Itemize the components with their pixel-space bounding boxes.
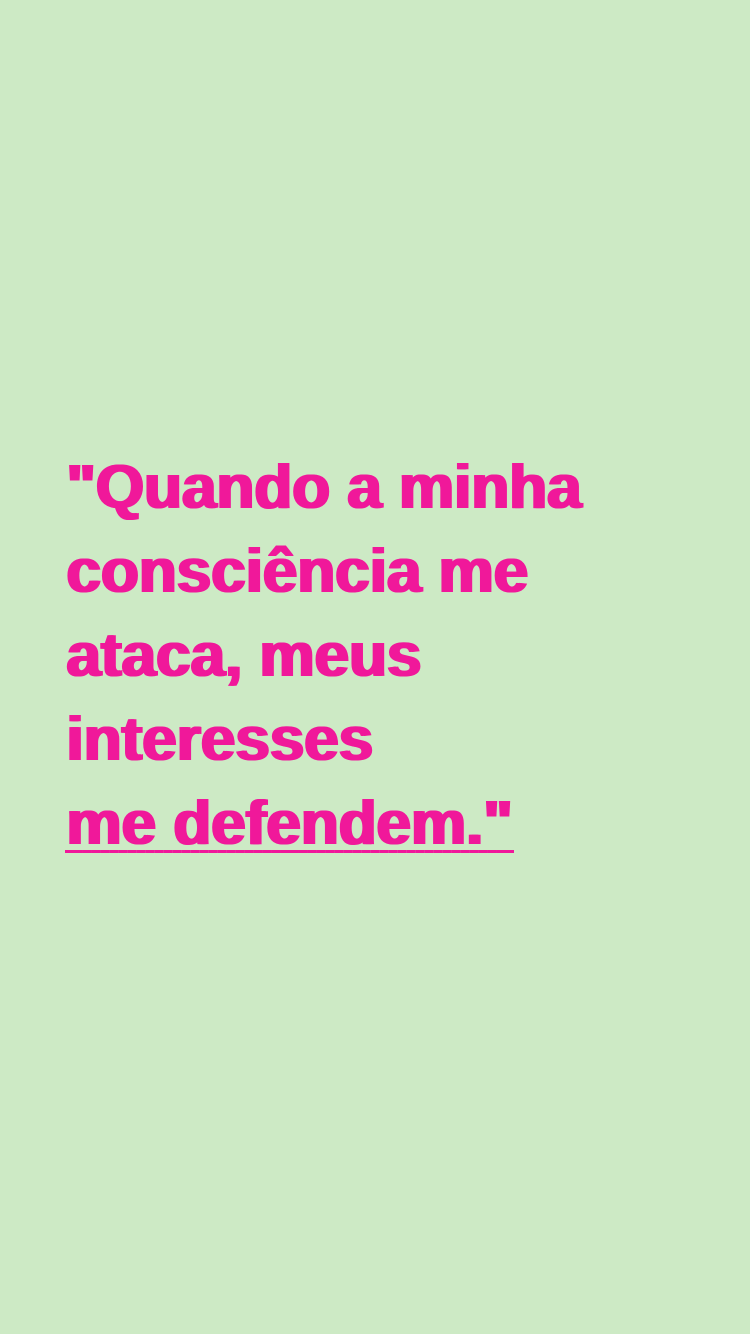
quote-line-2: consciência me xyxy=(66,537,528,606)
quote-line-4: interesses xyxy=(66,705,373,774)
quote-text xyxy=(66,446,706,866)
quote-line-5: me defendem." xyxy=(66,789,513,858)
quote-line-1: "Quando a minha xyxy=(66,453,582,522)
quote-line-3: ataca, meus xyxy=(66,621,421,690)
